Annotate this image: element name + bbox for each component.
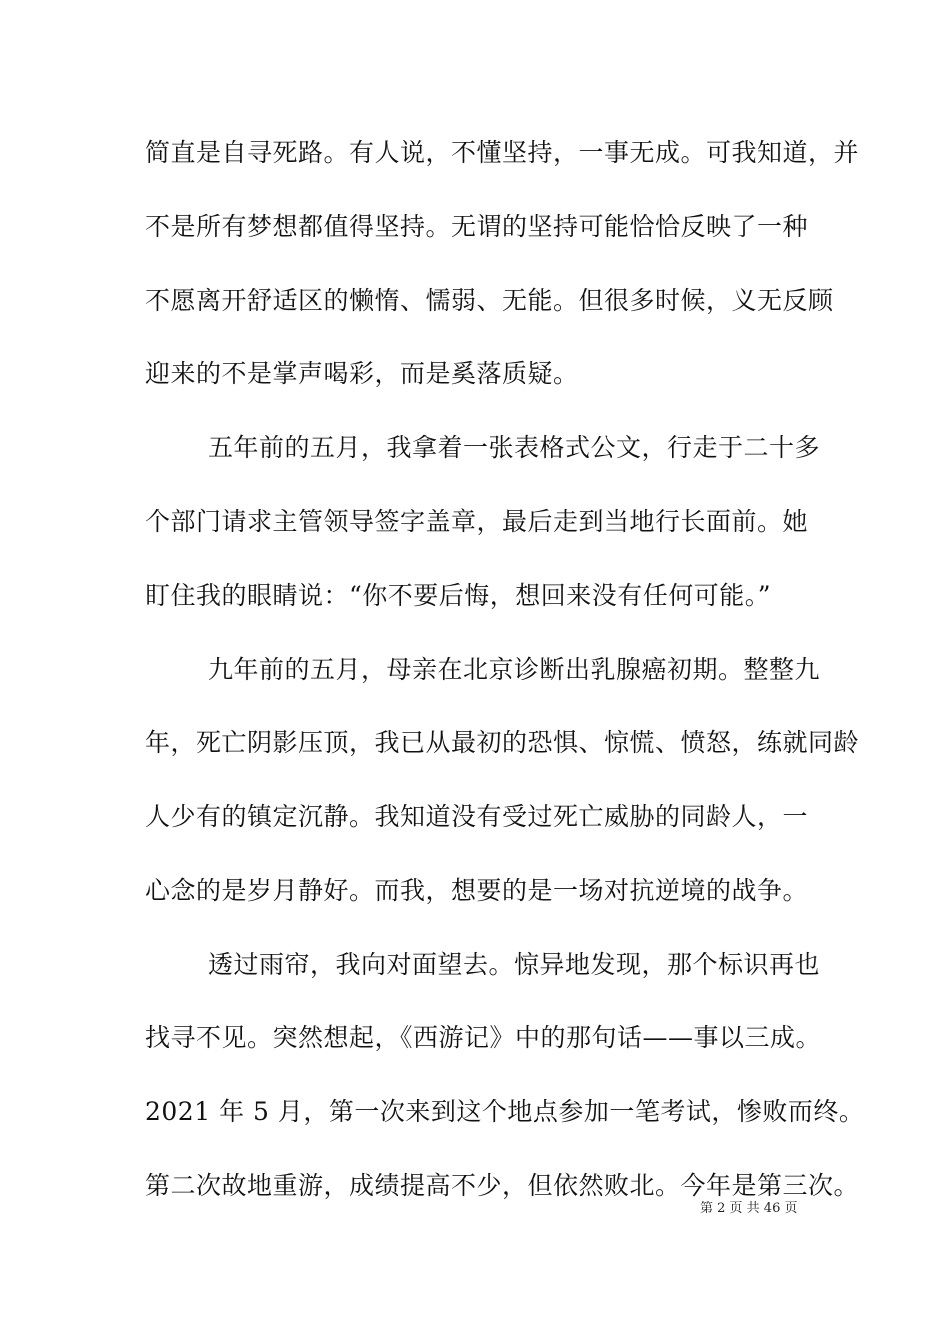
- paragraph-start-line: 透过雨帘，我向对面望去。惊异地发现，那个标识再也: [208, 950, 821, 979]
- page-number-footer: 第 2 页 共 46 页: [700, 1201, 798, 1216]
- text-line-9: 年，死亡阴影压顶，我已从最初的恐惧、惊慌、愤怒，练就同龄: [145, 728, 860, 757]
- text-line-2: 不是所有梦想都值得坚持。无谓的坚持可能恰恰反映了一种: [145, 212, 809, 241]
- text-line-10: 人少有的镇定沉静。我知道没有受过死亡威胁的同龄人，一: [145, 802, 809, 831]
- text-line-13: 找寻不见。突然想起，《西游记》中的那句话——事以三成。: [145, 1023, 822, 1052]
- text-line-11: 心念的是岁月静好。而我，想要的是一场对抗逆境的战争。: [145, 876, 809, 905]
- text-line-7: 盯住我的眼睛说：“你不要后悔，想回来没有任何可能。”: [145, 581, 772, 610]
- text-line-6: 个部门请求主管领导签字盖章，最后走到当地行长面前。她: [145, 507, 809, 536]
- paragraph-start-line: 九年前的五月，母亲在北京诊断出乳腺癌初期。整整九: [208, 655, 821, 684]
- text-line-4: 迎来的不是掌声喝彩，而是奚落质疑。: [145, 359, 579, 388]
- text-line-15: 第二次故地重游，成绩提高不少，但依然败北。今年是第三次。: [145, 1171, 860, 1200]
- text-line-14: 2021 年 5 月，第一次来到这个地点参加一笔考试，惨败而终。: [145, 1097, 865, 1126]
- text-line-1: 简直是自寻死路。有人说，不懂坚持，一事无成。可我知道，并: [145, 138, 860, 167]
- paragraph-start-line: 五年前的五月，我拿着一张表格式公文，行走于二十多: [208, 433, 821, 462]
- text-line-3: 不愿离开舒适区的懒惰、懦弱、无能。但很多时候，义无反顾: [145, 286, 834, 315]
